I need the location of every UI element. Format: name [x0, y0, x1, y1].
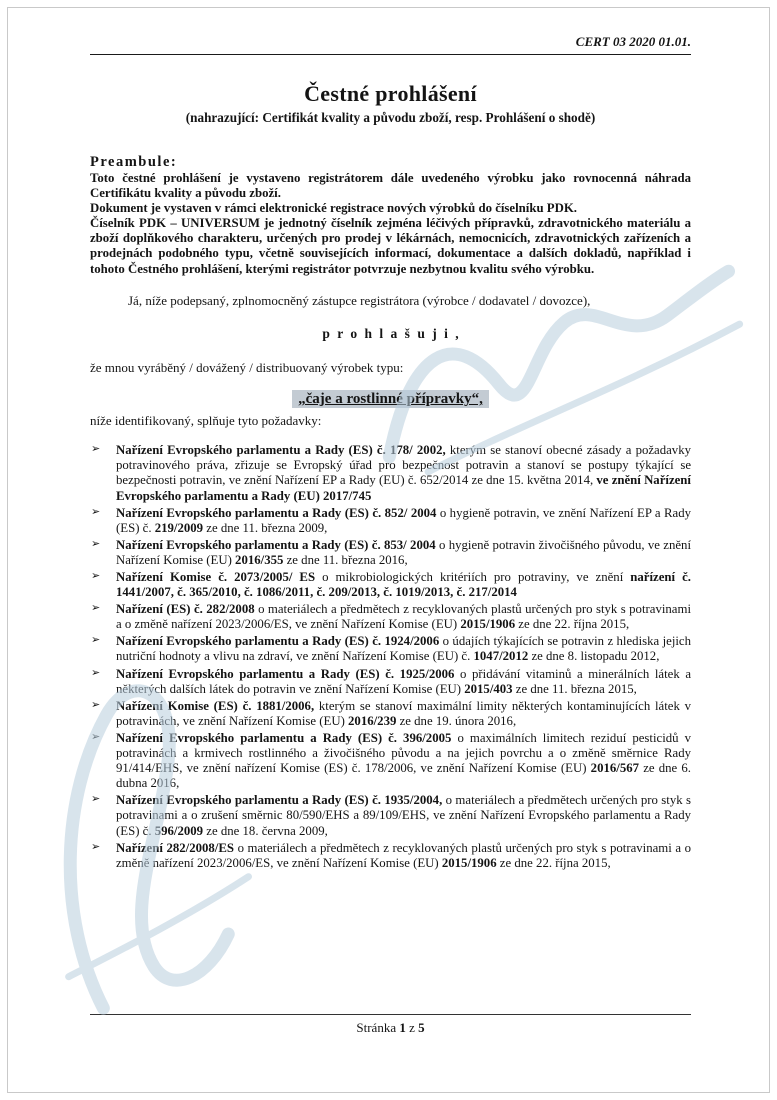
preamble-paragraph: Dokument je vystaven v rámci elektronické registrace nových výrobků do číselníku PDK. — [90, 201, 577, 216]
declaration-intro: Já, níže podepsaný, zplnomocněný zástupce registrátora (výrobce / dodavatel / dovozce), — [128, 292, 591, 308]
preamble-paragraph: Číselník PDK – UNIVERSUM je jednotný číselník zejména léčivých přípravků, zdravotnického materiálu a zboží doplňkového charakteru, určených pro prodej v lékárnách, nemocnicích, zdravotnických zařízeních a prodejnách podobného typu, včetně souvisejících informací, dokumentace a dalších dokladů, například i tohoto Čestného prohlášení, kterými registrátor potvrzuje nezbytnou kvalitu svého výrobku. — [90, 216, 691, 276]
requirement-item — [90, 602, 691, 632]
document-header — [90, 34, 691, 55]
requirement-text: Nařízení Evropského parlamentu a Rady (ES) č. 396/2005 o maximálních limitech reziduí pesticidů v potravinách a krmivech rostlinného a živočišného původu a na jejich povrchu a o změně směrnice Rady 91/414/EHS, ve znění nařízení Komise (ES) č. 178/2006, ve znění Nařízení Komise (EU) 2016/567 ze dne 6. dubna 2016, — [116, 730, 691, 791]
page-footer — [90, 1014, 691, 1036]
arrow-bullet-icon: ➢ — [91, 601, 101, 615]
requirement-item — [90, 443, 691, 503]
product-outro: níže identifikovaný, splňuje tyto požadavky: — [90, 413, 322, 429]
page-subtitle: (nahrazující: Certifikát kvality a původu zboží, resp. Prohlášení o shodě) — [185, 110, 596, 125]
preamble-section — [90, 171, 691, 277]
requirements-list — [90, 443, 691, 871]
arrow-bullet-icon: ➢ — [91, 536, 101, 550]
product-intro: že mnou vyráběný / dovážený / distribuovaný výrobek typu: — [90, 360, 404, 376]
requirement-item — [90, 506, 691, 536]
requirement-text: Nařízení Evropského parlamentu a Rady (ES) č. 852/ 2004 o hygieně potravin, ve znění Nařízení EP a Rady (ES) č. 219/2009 ze dne 11. března 2009, — [116, 505, 691, 535]
preamble-paragraph: Toto čestné prohlášení je vystaveno registrátorem dále uvedeného výrobku jako rovnocenná náhrada Certifikátu kvality a původu zboží. — [90, 171, 691, 201]
requirement-item — [90, 731, 691, 791]
arrow-bullet-icon: ➢ — [91, 442, 101, 456]
requirement-text: Nařízení Evropského parlamentu a Rady (ES) č. 1924/2006 o údajích týkajících se potravin z hlediska jejich nutriční hodnoty a vlivu na zdraví, ve znění Nařízení Komise (EU) č. 1047/2012 ze dne 8. listopadu 2012, — [116, 634, 692, 664]
requirement-text: Nařízení Evropského parlamentu a Rady (ES) č. 1925/2006 o přidávání vitaminů a minerálních látek a některých dalších látek do potravin ve znění Nařízení Komise (EU) 2015/403 ze dne 11. března 2015, — [116, 666, 691, 696]
requirement-text: Nařízení Evropského parlamentu a Rady (ES) č. 1935/2004, o materiálech a předmětech určených pro styk s potravinami a o zrušení směrnic 80/590/EHS a 89/109/EHS, ve znění Nařízení Evropského parlamentu a Rady (ES) č. 596/2009 ze dne 18. června 2009, — [116, 793, 692, 838]
requirement-item — [90, 699, 691, 729]
arrow-bullet-icon: ➢ — [91, 697, 101, 711]
requirement-text: Nařízení Komise (ES) č. 1881/2006, kterým se stanoví maximální limity některých kontaminujících látek v potravinách, ve znění Nařízení Komise (EU) 2016/239 ze dne 19. února 2016, — [116, 698, 691, 728]
requirement-text: Nařízení 282/2008/ES o materiálech a předmětech z recyklovaných plastů určených pro styk s potravinami a o změně nařízení 2023/2006/ES, ve znění Nařízení Komise (EU) 2015/1906 ze dne 22. října 2015, — [116, 840, 691, 870]
arrow-bullet-icon: ➢ — [91, 504, 101, 518]
requirement-item — [90, 538, 691, 568]
arrow-bullet-icon: ➢ — [91, 792, 101, 806]
header-ref: CERT 03 2020 01.01. — [575, 34, 691, 49]
arrow-bullet-icon: ➢ — [91, 665, 101, 679]
declaration-word: p r o h l a š u j i , — [322, 326, 459, 342]
arrow-bullet-icon: ➢ — [91, 729, 101, 743]
product-type-line — [90, 390, 691, 408]
requirement-item — [90, 634, 691, 664]
arrow-bullet-icon: ➢ — [91, 839, 101, 853]
requirement-item — [90, 793, 691, 838]
requirement-text: Nařízení Komise č. 2073/2005/ ES o mikrobiologických kritériích pro potraviny, ve znění nařízení č. 1441/2007, č. 365/2010, č. 1086/2011, č. 209/2013, č. 1019/2013, č. 217/2014 — [116, 570, 691, 600]
requirement-text: Nařízení (ES) č. 282/2008 o materiálech a předmětech z recyklovaných plastů určených pro styk s potravinami a o změně nařízení 2023/2006/ES, ve znění Nařízení Komise (EU) 2015/1906 ze dne 22. října 2015, — [116, 602, 691, 632]
document-content — [90, 34, 691, 873]
arrow-bullet-icon: ➢ — [91, 633, 101, 647]
requirement-item — [90, 570, 691, 600]
requirement-item — [90, 841, 691, 871]
preamble-heading: Preambule: — [90, 154, 178, 170]
product-type-highlight: „čaje a rostlinné přípravky“, — [292, 390, 489, 408]
page-title: Čestné prohlášení — [304, 81, 477, 106]
arrow-bullet-icon: ➢ — [91, 569, 101, 582]
requirement-text: Nařízení Evropského parlamentu a Rady (ES) č. 853/ 2004 o hygieně potravin živočišného původu, ve znění Nařízení Komise (EU) 2016/355 ze dne 11. března 2016, — [116, 537, 691, 567]
requirement-text: Nařízení Evropského parlamentu a Rady (ES) č. 178/ 2002, kterým se stanoví obecné zásady a požadavky potravinového práva, zřizuje se Evropský úřad pro bezpečnost potravin a stanoví se postupy týkající se bezpečnosti potravin, ve znění Nařízení EP a Rady (EU) č. 652/2014 ze dne 15. května 2014, ve znění Nařízení Evropského parlamentu a Rady (EU) 2017/745 — [116, 443, 691, 503]
page-number: Stránka 1 z 5 — [356, 1020, 425, 1035]
requirement-item — [90, 667, 691, 697]
